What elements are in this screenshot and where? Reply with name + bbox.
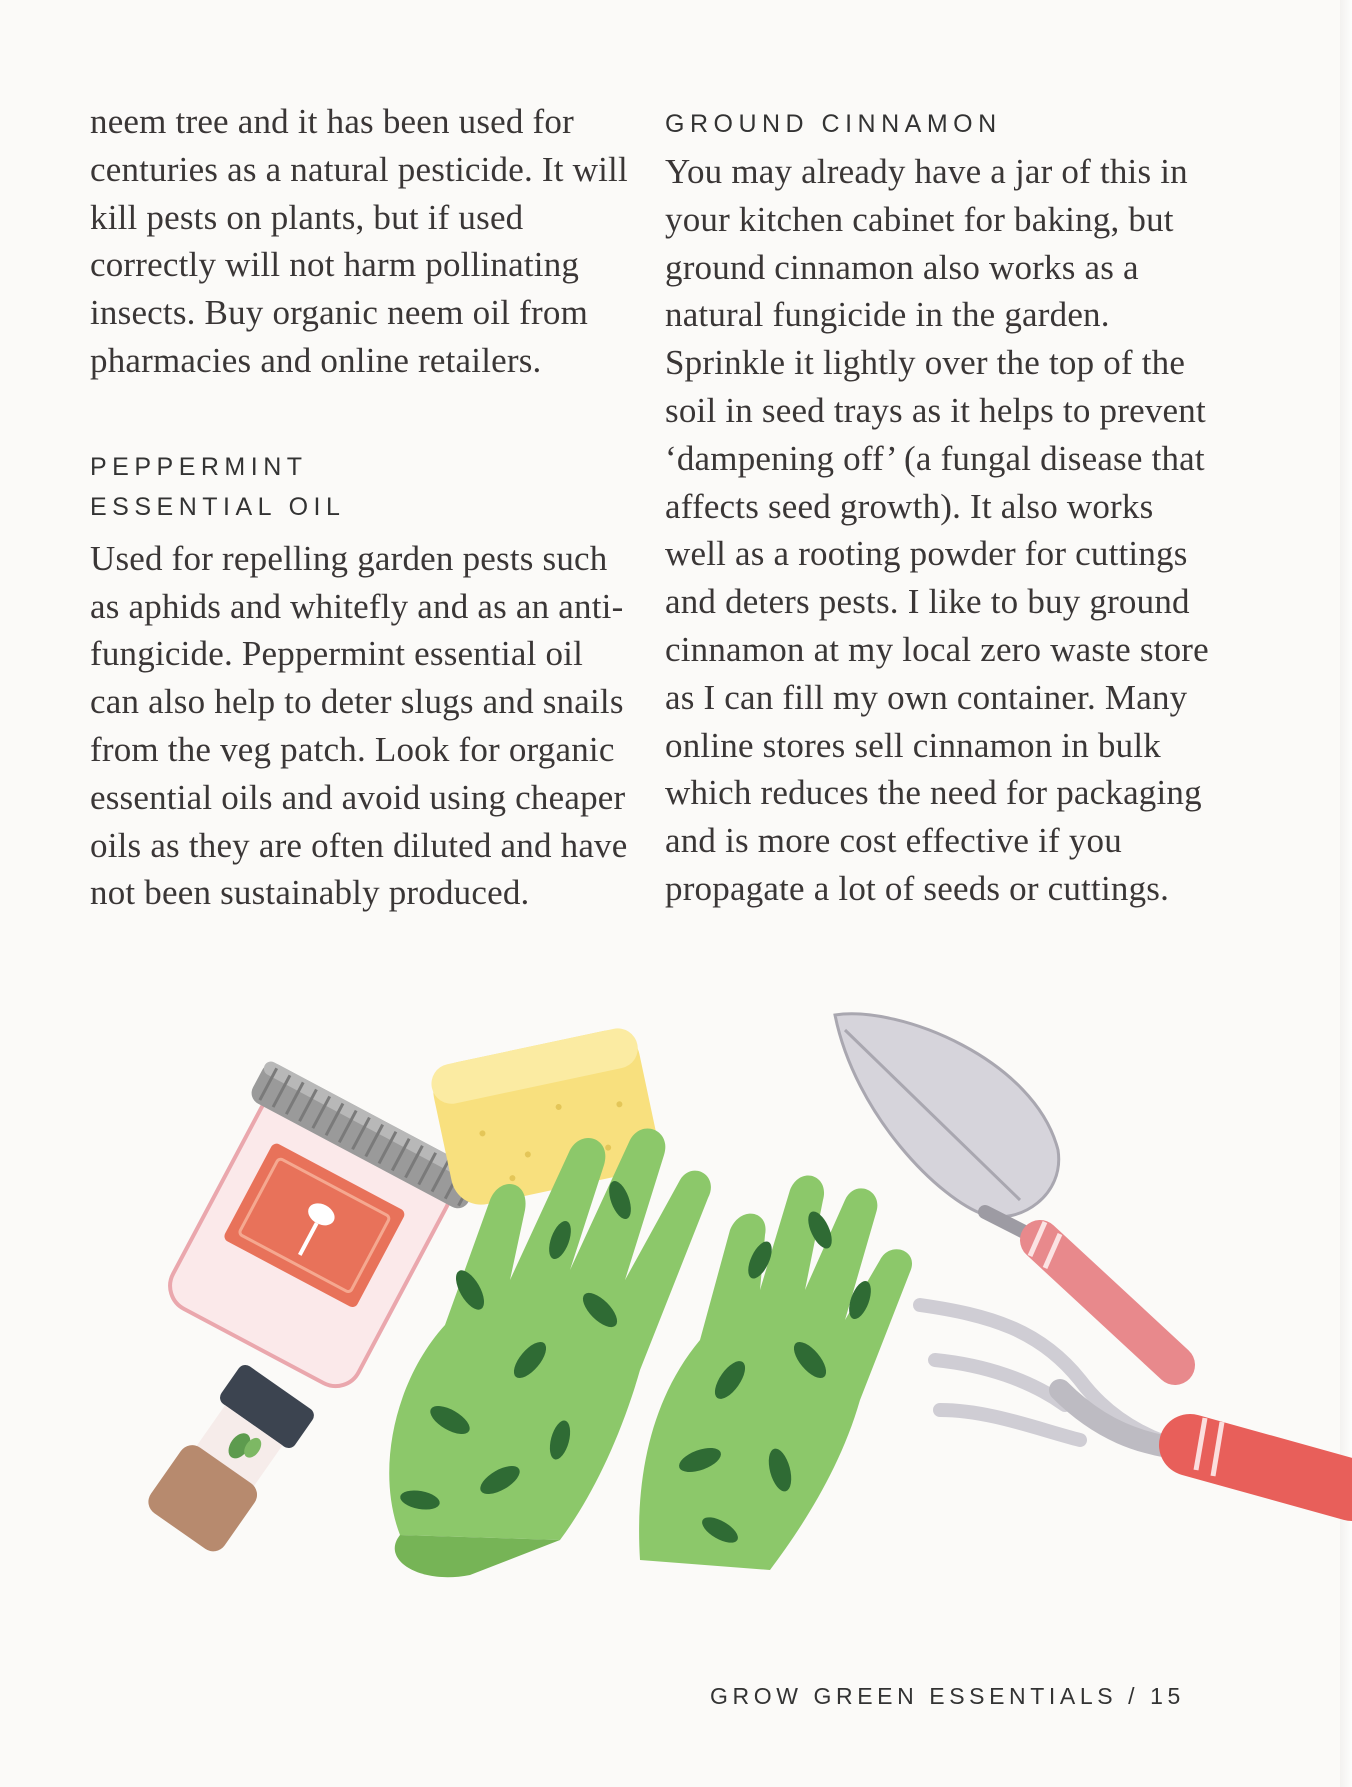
garden-essentials-illustration (0, 985, 1352, 1635)
right-column (665, 98, 1210, 913)
cinnamon-paragraph: You may already have a jar of this in your kitchen cabinet for baking, but ground cinnamon also works as a natural fungicide in the garden. Sprinkle it lightly over the top of the soil in seed trays as it helps to prevent ‘dampening off’ (a fungal disease that affects seed growth). It also works well as a rooting powder for cuttings and deters pests. I like to buy ground cinnamon at my local zero waste store as I can fill my own container. Many online stores sell cinnamon in bulk which reduces the need for packaging and is more cost effective if you propagate a lot of seeds or cuttings. (665, 152, 1209, 908)
peppermint-heading-line-2: ESSENTIAL OIL (90, 492, 346, 521)
footer-section-title: GROW GREEN ESSENTIALS (710, 1683, 1118, 1709)
left-column (90, 98, 635, 917)
page-number: 15 (1150, 1683, 1185, 1709)
footer-separator: / (1128, 1683, 1140, 1709)
peppermint-paragraph: Used for repelling garden pests such as aphids and whitefly and as an anti-fungicide. Peppermint essential oil can also help to deter slugs and snails from the veg patch. Look for organic essential oils and avoid using cheaper oils as they are often diluted and have not been sustainably produced. (90, 538, 628, 913)
essential-oil-bottle-icon (143, 1362, 317, 1557)
neem-oil-paragraph: neem tree and it has been used for centuries as a natural pesticide. It will kill pests on plants, but if used correctly will not harm pollinating insects. Buy organic neem oil from pharmacies and online retailers. (90, 102, 628, 380)
cinnamon-heading: GROUND CINNAMON (665, 110, 1002, 138)
page-footer (710, 1683, 1185, 1710)
peppermint-heading-line-1: PEPPERMINT (90, 452, 308, 481)
